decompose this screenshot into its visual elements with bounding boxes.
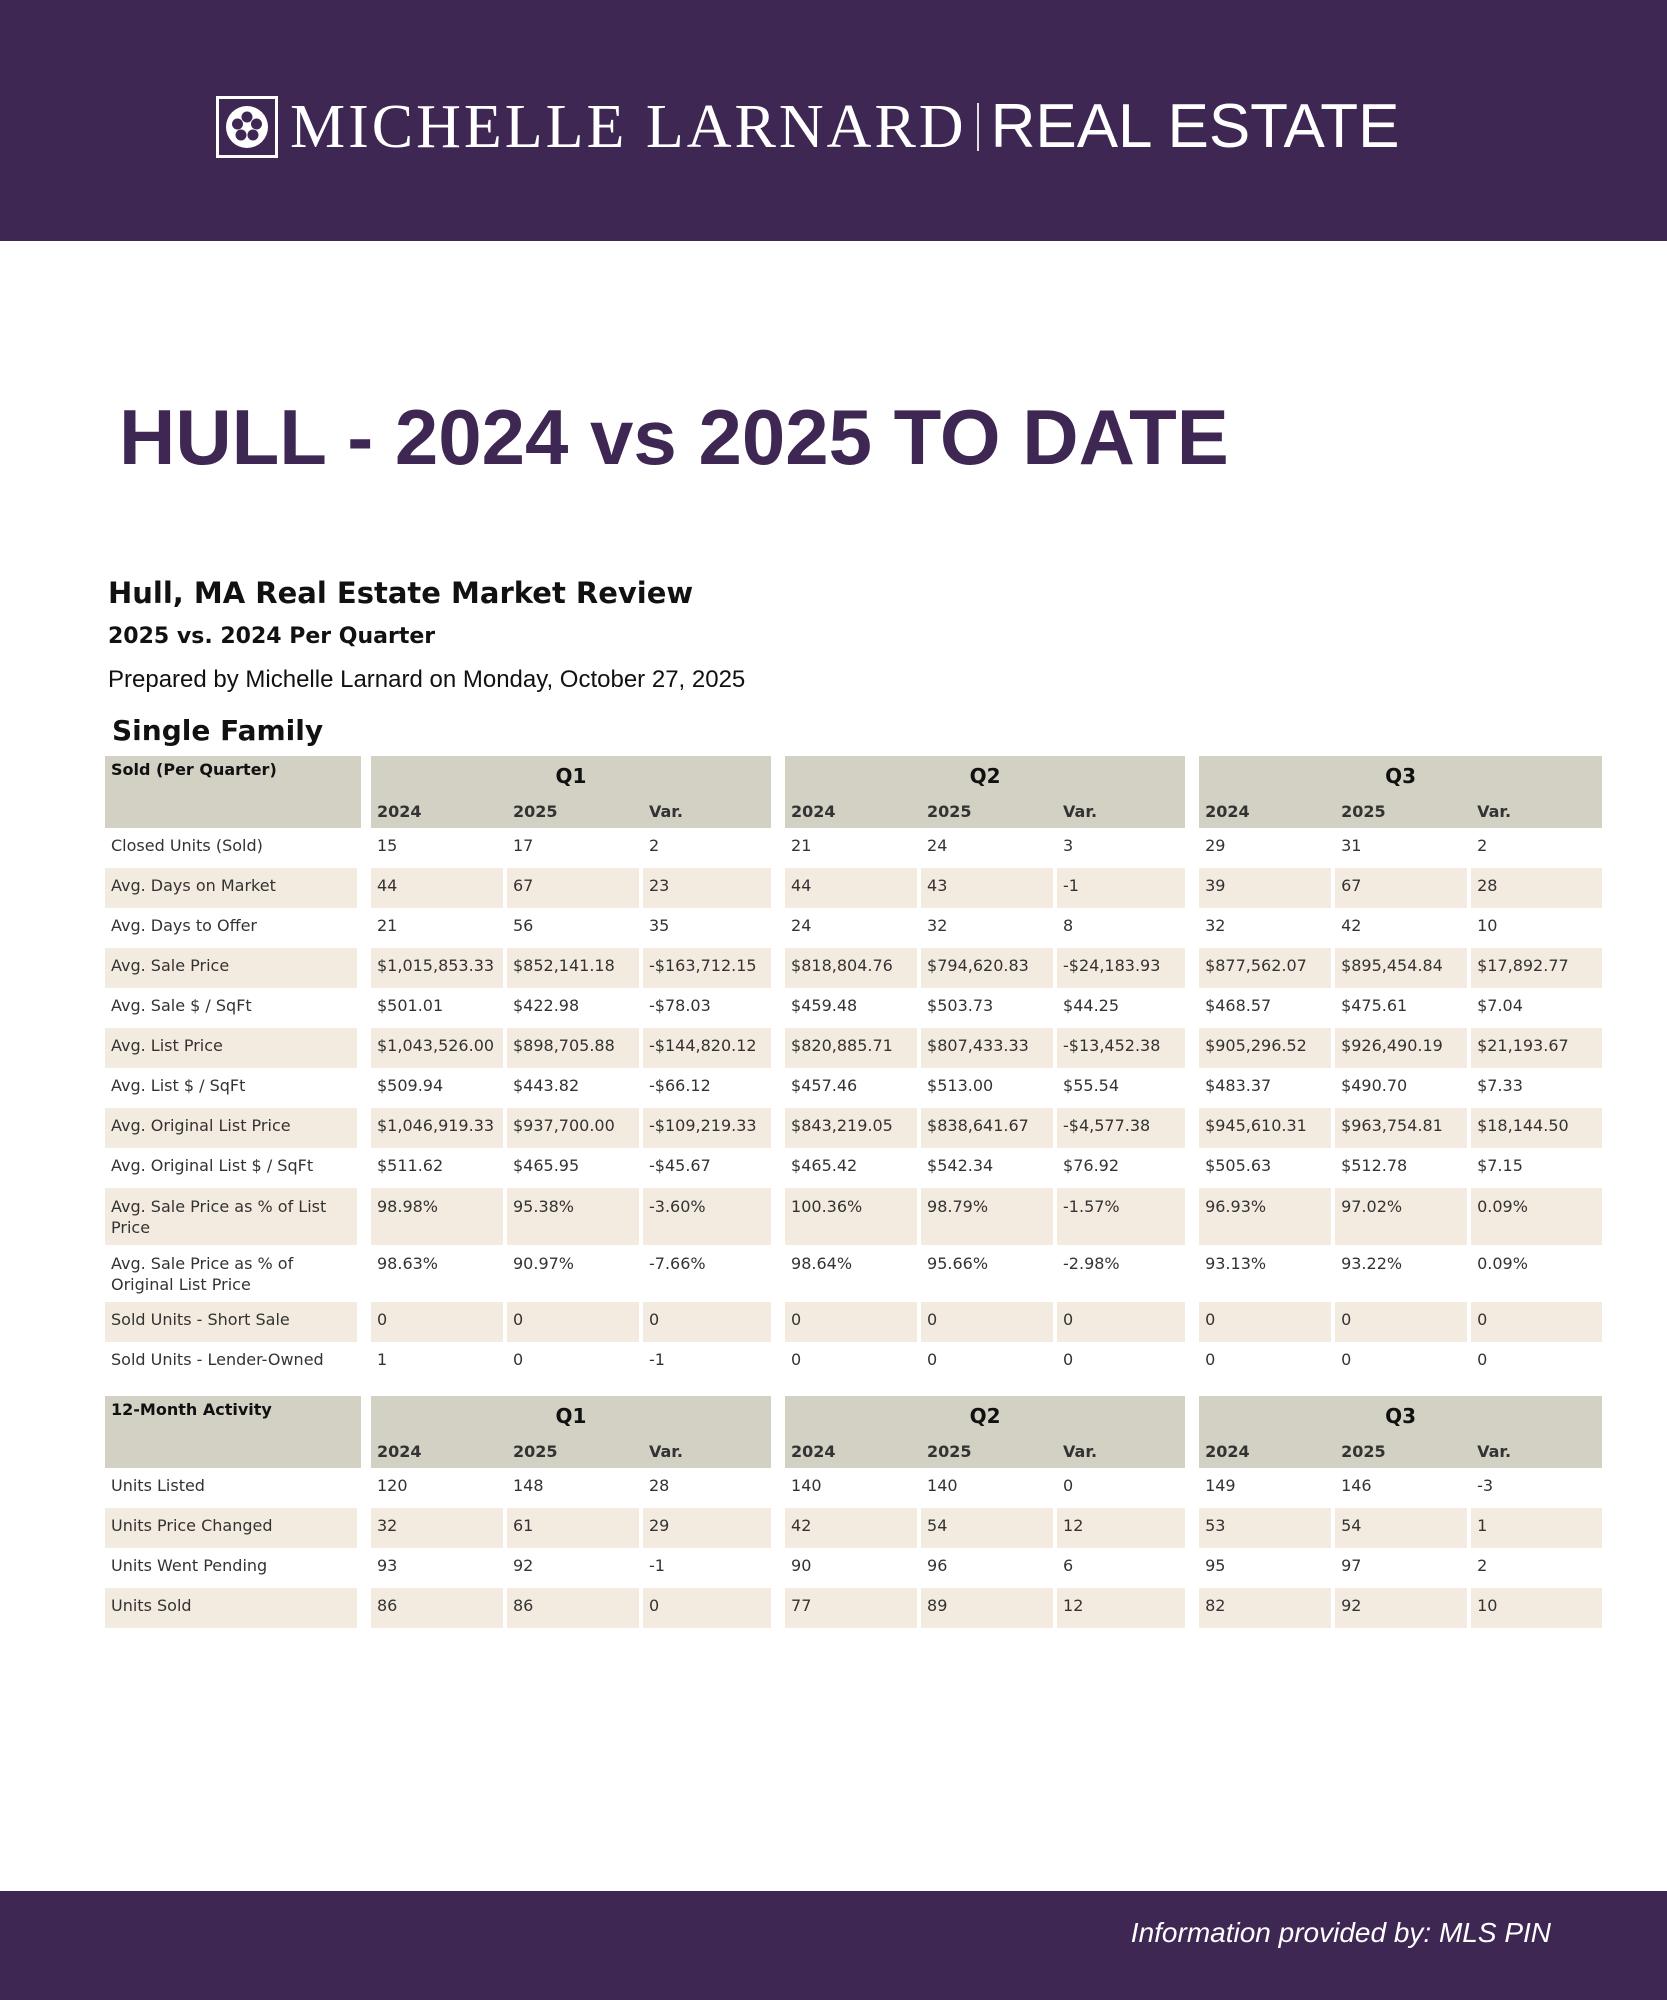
report-prepared-by: Prepared by Michelle Larnard on Monday, October 27, 2025 (108, 666, 746, 693)
column-header: 2025 (921, 794, 1057, 828)
column-gap (771, 1468, 785, 1508)
row-label: Units Listed (105, 1468, 361, 1508)
table-cell: 140 (921, 1468, 1057, 1508)
table-cell: 77 (785, 1588, 921, 1628)
column-gap (771, 1068, 785, 1108)
header-banner (0, 0, 1667, 241)
table-cell: 32 (371, 1508, 507, 1548)
column-gap (361, 756, 371, 828)
column-header: 2024 (785, 1434, 921, 1468)
column-gap (1185, 868, 1199, 908)
table-cell: 43 (921, 868, 1057, 908)
row-label: Closed Units (Sold) (105, 828, 361, 868)
flower-logo-icon (216, 96, 278, 158)
table-cell: $818,804.76 (785, 948, 921, 988)
column-header: 2024 (371, 794, 507, 828)
table-cell: 1 (1471, 1508, 1602, 1548)
column-header: 2025 (507, 794, 643, 828)
table-cell: $542.34 (921, 1148, 1057, 1188)
table-cell: 140 (785, 1468, 921, 1508)
row-label: Avg. Sale Price as % of Original List Price (105, 1245, 361, 1302)
table-cell: 0.09% (1471, 1188, 1602, 1245)
footer-source: Information provided by: MLS PIN (1130, 1917, 1551, 1948)
column-gap (1185, 1588, 1199, 1628)
market-table (105, 756, 1602, 1628)
table-cell: $501.01 (371, 988, 507, 1028)
column-gap (771, 1188, 785, 1245)
table-cell: 120 (371, 1468, 507, 1508)
table-cell: 95.66% (921, 1245, 1057, 1302)
table-cell: $44.25 (1063, 996, 1120, 1015)
page-title: HULL - 2024 vs 2025 TO DATE (119, 393, 1229, 481)
column-header: 2024 (1199, 1434, 1335, 1468)
table-cell: 90.97% (507, 1245, 643, 1302)
row-label: Avg. Original List $ / SqFt (105, 1148, 361, 1188)
column-gap (361, 1028, 371, 1068)
table-cell: $852,141.18 (507, 948, 643, 988)
table-cell: 1 (371, 1342, 507, 1382)
brand-divider (977, 103, 979, 151)
table-cell: 0 (1199, 1302, 1335, 1342)
column-gap (361, 868, 371, 908)
table-cell: 10 (1471, 1588, 1602, 1628)
activity-row (105, 1508, 1602, 1548)
column-gap (771, 756, 785, 828)
table-cell: 98.64% (785, 1245, 921, 1302)
table-cell: $465.95 (507, 1148, 643, 1188)
table-cell: -$109,219.33 (643, 1108, 771, 1148)
table-cell: 2 (1477, 1556, 1488, 1575)
table-cell: $490.70 (1335, 1068, 1471, 1108)
table-cell: -1 (1057, 868, 1185, 908)
table-cell: 92 (1335, 1588, 1471, 1628)
table-cell: $807,433.33 (921, 1028, 1057, 1068)
column-gap (771, 828, 785, 868)
table-cell: $838,641.67 (921, 1108, 1057, 1148)
table-cell: 93.13% (1199, 1245, 1335, 1302)
column-header: Var. (1057, 794, 1185, 828)
market-report (105, 576, 1605, 1628)
table-cell: 10 (1477, 916, 1498, 935)
sold-quarter-header-row (105, 756, 1602, 794)
table-cell: 0 (1057, 1302, 1185, 1342)
column-header: 2025 (921, 1434, 1057, 1468)
table-cell: 0 (643, 1302, 771, 1342)
column-gap (1185, 828, 1199, 868)
column-gap (771, 1108, 785, 1148)
column-gap (361, 1396, 371, 1468)
sold-row (105, 948, 1602, 988)
sold-row (105, 1028, 1602, 1068)
table-cell: 32 (1199, 908, 1335, 948)
table-cell: $905,296.52 (1199, 1028, 1335, 1068)
table-cell: -$13,452.38 (1057, 1028, 1185, 1068)
table-cell: 0 (507, 1342, 643, 1382)
column-gap (361, 908, 371, 948)
brand-logo (216, 92, 1400, 161)
table-cell: 86 (371, 1588, 507, 1628)
table-cell: -3 (1477, 1476, 1494, 1495)
table-cell: $945,610.31 (1199, 1108, 1335, 1148)
table-cell: 31 (1335, 828, 1471, 868)
table-cell: $7.15 (1477, 1156, 1523, 1175)
table-cell: $21,193.67 (1471, 1028, 1602, 1068)
column-gap (771, 948, 785, 988)
table-cell: 96 (921, 1548, 1057, 1588)
column-gap (1185, 1302, 1199, 1342)
sold-row (105, 1148, 1602, 1188)
column-gap (1185, 1468, 1199, 1508)
table-cell: 21 (371, 908, 507, 948)
column-header: 2025 (1335, 1434, 1471, 1468)
spacer-cell (105, 1382, 1602, 1396)
column-gap (771, 908, 785, 948)
table-cell: 93.22% (1335, 1245, 1471, 1302)
activity-row (105, 1548, 1602, 1588)
row-label: Units Price Changed (105, 1508, 361, 1548)
column-gap (361, 948, 371, 988)
table-cell: 92 (507, 1548, 643, 1588)
table-cell: 149 (1199, 1468, 1335, 1508)
column-header: 2024 (785, 794, 921, 828)
table-cell: -$45.67 (649, 1156, 711, 1175)
column-gap (361, 1108, 371, 1148)
table-cell: $937,700.00 (507, 1108, 643, 1148)
table-cell: $843,219.05 (785, 1108, 921, 1148)
table-cell: 24 (785, 908, 921, 948)
table-cell: 95 (1199, 1548, 1335, 1588)
sold-row (105, 988, 1602, 1028)
table-cell: 0 (1471, 1302, 1602, 1342)
table-cell: 0 (1063, 1350, 1074, 1369)
table-cell: 0 (1477, 1350, 1488, 1369)
table-cell: 97.02% (1335, 1188, 1471, 1245)
table-spacer (105, 1382, 1602, 1396)
table-cell: 42 (1335, 908, 1471, 948)
column-gap (361, 1508, 371, 1548)
table-cell: $7.33 (1477, 1076, 1523, 1095)
brand-subtitle: REAL ESTATE (990, 92, 1400, 161)
column-gap (771, 1588, 785, 1628)
sold-row (105, 1245, 1602, 1302)
table-cell: 32 (921, 908, 1057, 948)
table-cell: 98.98% (371, 1188, 507, 1245)
table-cell: 12 (1057, 1508, 1185, 1548)
table-cell: $17,892.77 (1471, 948, 1602, 988)
table-cell: $926,490.19 (1335, 1028, 1471, 1068)
table-cell: 2 (1477, 836, 1488, 855)
activity-quarter-header-row (105, 1396, 1602, 1434)
table-cell: 17 (507, 828, 643, 868)
row-label: Avg. Sale $ / SqFt (105, 988, 361, 1028)
report-subtitle: 2025 vs. 2024 Per Quarter (108, 624, 436, 649)
row-label: Avg. List $ / SqFt (105, 1068, 361, 1108)
column-gap (1185, 756, 1199, 828)
table-cell: 95.38% (507, 1188, 643, 1245)
column-gap (1185, 1396, 1199, 1468)
column-gap (1185, 948, 1199, 988)
row-label: Sold Units - Short Sale (105, 1302, 361, 1342)
column-gap (1185, 908, 1199, 948)
table-cell: 44 (371, 868, 507, 908)
row-label: Avg. Days on Market (105, 868, 361, 908)
table-cell: -$163,712.15 (643, 948, 771, 988)
quarter-header: Q2 (785, 756, 1185, 794)
table-cell: -1 (649, 1556, 665, 1575)
table-cell: -$144,820.12 (643, 1028, 771, 1068)
table-cell: 0 (785, 1342, 921, 1382)
column-gap (1185, 1188, 1199, 1245)
column-header: 2025 (507, 1434, 643, 1468)
table-cell: $18,144.50 (1471, 1108, 1602, 1148)
table-cell: 67 (1335, 868, 1471, 908)
report-title: Hull, MA Real Estate Market Review (108, 576, 694, 610)
quarter-header: Q3 (1199, 756, 1602, 794)
table-cell: 98.79% (921, 1188, 1057, 1245)
table-cell: $55.54 (1063, 1076, 1120, 1095)
column-gap (1185, 1108, 1199, 1148)
table-cell: 67 (507, 868, 643, 908)
sold-row (105, 1302, 1602, 1342)
sold-row (105, 1342, 1602, 1382)
table-cell: $7.04 (1477, 996, 1523, 1015)
table-cell: $1,015,853.33 (371, 948, 507, 988)
table-cell: -7.66% (649, 1254, 706, 1273)
table-cell: 0 (921, 1342, 1057, 1382)
brand-name: MICHELLE LARNARD (290, 93, 967, 161)
column-gap (361, 1548, 371, 1588)
table-cell: 56 (507, 908, 643, 948)
table-cell: 96.93% (1199, 1188, 1335, 1245)
table-cell: $963,754.81 (1335, 1108, 1471, 1148)
table-cell: 29 (1199, 828, 1335, 868)
table-cell: 97 (1335, 1548, 1471, 1588)
table-cell: 0.09% (1477, 1254, 1528, 1273)
column-header: Var. (1471, 1434, 1602, 1468)
table-cell: $509.94 (371, 1068, 507, 1108)
sold-row (105, 868, 1602, 908)
column-gap (361, 1468, 371, 1508)
table-cell: 39 (1199, 868, 1335, 908)
table-cell: $503.73 (921, 988, 1057, 1028)
column-header: 2025 (1335, 794, 1471, 828)
table-cell: $1,046,919.33 (371, 1108, 507, 1148)
table-cell: 54 (921, 1508, 1057, 1548)
quarter-header: Q2 (785, 1396, 1185, 1434)
table-cell: 8 (1063, 916, 1074, 935)
section-heading: Single Family (112, 714, 324, 747)
column-gap (1185, 1068, 1199, 1108)
table-cell: 146 (1335, 1468, 1471, 1508)
column-gap (771, 1245, 785, 1302)
table-cell: 0 (1063, 1476, 1074, 1495)
column-gap (1185, 988, 1199, 1028)
table-cell: 93 (371, 1548, 507, 1588)
table-cell: 0 (1335, 1342, 1471, 1382)
table-cell: $475.61 (1335, 988, 1471, 1028)
column-gap (1185, 1245, 1199, 1302)
row-label: Avg. Original List Price (105, 1108, 361, 1148)
activity-header-label: 12-Month Activity (105, 1396, 361, 1468)
table-cell: $820,885.71 (785, 1028, 921, 1068)
table-cell: 61 (507, 1508, 643, 1548)
table-cell: $483.37 (1199, 1068, 1335, 1108)
column-gap (361, 1302, 371, 1342)
table-cell: 0 (507, 1302, 643, 1342)
table-cell: -$78.03 (649, 996, 711, 1015)
table-cell: -$4,577.38 (1057, 1108, 1185, 1148)
table-cell: 0 (371, 1302, 507, 1342)
column-gap (361, 1245, 371, 1302)
table-cell: 6 (1063, 1556, 1074, 1575)
column-gap (361, 1068, 371, 1108)
column-gap (771, 1342, 785, 1382)
column-gap (361, 1188, 371, 1245)
column-gap (1185, 1548, 1199, 1588)
activity-row (105, 1588, 1602, 1628)
column-gap (1185, 1028, 1199, 1068)
table-cell: 21 (785, 828, 921, 868)
table-cell: -3.60% (643, 1188, 771, 1245)
column-gap (771, 988, 785, 1028)
table-cell: 29 (643, 1508, 771, 1548)
table-cell: 42 (785, 1508, 921, 1548)
table-cell: $422.98 (507, 988, 643, 1028)
table-cell: 100.36% (785, 1188, 921, 1245)
table-cell: $459.48 (785, 988, 921, 1028)
table-cell: $511.62 (371, 1148, 507, 1188)
column-gap (771, 868, 785, 908)
column-header: 2024 (371, 1434, 507, 1468)
sold-row (105, 1188, 1602, 1245)
table-cell: 82 (1199, 1588, 1335, 1628)
table-cell: $1,043,526.00 (371, 1028, 507, 1068)
table-cell: 54 (1335, 1508, 1471, 1548)
column-gap (1185, 1508, 1199, 1548)
column-header: Var. (643, 794, 771, 828)
table-cell: 44 (785, 868, 921, 908)
column-gap (771, 1508, 785, 1548)
column-gap (361, 1588, 371, 1628)
activity-row (105, 1468, 1602, 1508)
table-cell: $895,454.84 (1335, 948, 1471, 988)
column-header: Var. (643, 1434, 771, 1468)
column-gap (361, 988, 371, 1028)
table-cell: 0 (643, 1588, 771, 1628)
table-cell: 0 (921, 1302, 1057, 1342)
row-label: Avg. List Price (105, 1028, 361, 1068)
table-cell: 12 (1057, 1588, 1185, 1628)
table-cell: 24 (921, 828, 1057, 868)
row-label: Avg. Sale Price (105, 948, 361, 988)
table-cell: $505.63 (1199, 1148, 1335, 1188)
table-cell: -2.98% (1063, 1254, 1120, 1273)
table-cell: 35 (649, 916, 670, 935)
column-gap (361, 1342, 371, 1382)
row-label: Sold Units - Lender-Owned (105, 1342, 361, 1382)
column-gap (1185, 1148, 1199, 1188)
table-cell: 23 (643, 868, 771, 908)
column-header: Var. (1471, 794, 1602, 828)
row-label: Units Sold (105, 1588, 361, 1628)
table-cell: 98.63% (371, 1245, 507, 1302)
column-header: Var. (1057, 1434, 1185, 1468)
column-gap (361, 828, 371, 868)
table-cell: 28 (1471, 868, 1602, 908)
table-cell: $877,562.07 (1199, 948, 1335, 988)
column-header: 2024 (1199, 794, 1335, 828)
table-cell: $465.42 (785, 1148, 921, 1188)
quarter-header: Q3 (1199, 1396, 1602, 1434)
table-cell: $76.92 (1063, 1156, 1120, 1175)
table-cell: 0 (785, 1302, 921, 1342)
table-cell: $794,620.83 (921, 948, 1057, 988)
footer-banner (0, 1891, 1667, 2000)
table-cell: $457.46 (785, 1068, 921, 1108)
table-cell: $898,705.88 (507, 1028, 643, 1068)
sold-header-label: Sold (Per Quarter) (105, 756, 361, 828)
table-cell: 15 (371, 828, 507, 868)
quarter-header: Q1 (371, 1396, 771, 1434)
table-cell: 89 (921, 1588, 1057, 1628)
quarter-header: Q1 (371, 756, 771, 794)
column-gap (771, 1302, 785, 1342)
table-cell: $443.82 (507, 1068, 643, 1108)
table-cell: $468.57 (1199, 988, 1335, 1028)
column-gap (771, 1148, 785, 1188)
column-gap (361, 1148, 371, 1188)
row-label: Units Went Pending (105, 1548, 361, 1588)
row-label: Avg. Sale Price as % of List Price (105, 1188, 361, 1245)
column-gap (1185, 1342, 1199, 1382)
sold-row (105, 1068, 1602, 1108)
table-cell: -$66.12 (649, 1076, 711, 1095)
table-cell: 53 (1199, 1508, 1335, 1548)
table-cell: 28 (649, 1476, 670, 1495)
sold-row (105, 908, 1602, 948)
row-label: Avg. Days to Offer (105, 908, 361, 948)
table-cell: 0 (1335, 1302, 1471, 1342)
table-cell: $513.00 (921, 1068, 1057, 1108)
table-cell: -1.57% (1057, 1188, 1185, 1245)
table-cell: 86 (507, 1588, 643, 1628)
table-cell: 3 (1063, 836, 1074, 855)
table-cell: -1 (649, 1350, 665, 1369)
column-gap (771, 1028, 785, 1068)
sold-row (105, 1108, 1602, 1148)
table-cell: 0 (1199, 1342, 1335, 1382)
column-gap (771, 1396, 785, 1468)
column-gap (771, 1548, 785, 1588)
sold-row (105, 828, 1602, 868)
table-cell: $512.78 (1335, 1148, 1471, 1188)
table-cell: 148 (507, 1468, 643, 1508)
table-cell: 2 (649, 836, 660, 855)
table-cell: 90 (785, 1548, 921, 1588)
table-cell: -$24,183.93 (1057, 948, 1185, 988)
